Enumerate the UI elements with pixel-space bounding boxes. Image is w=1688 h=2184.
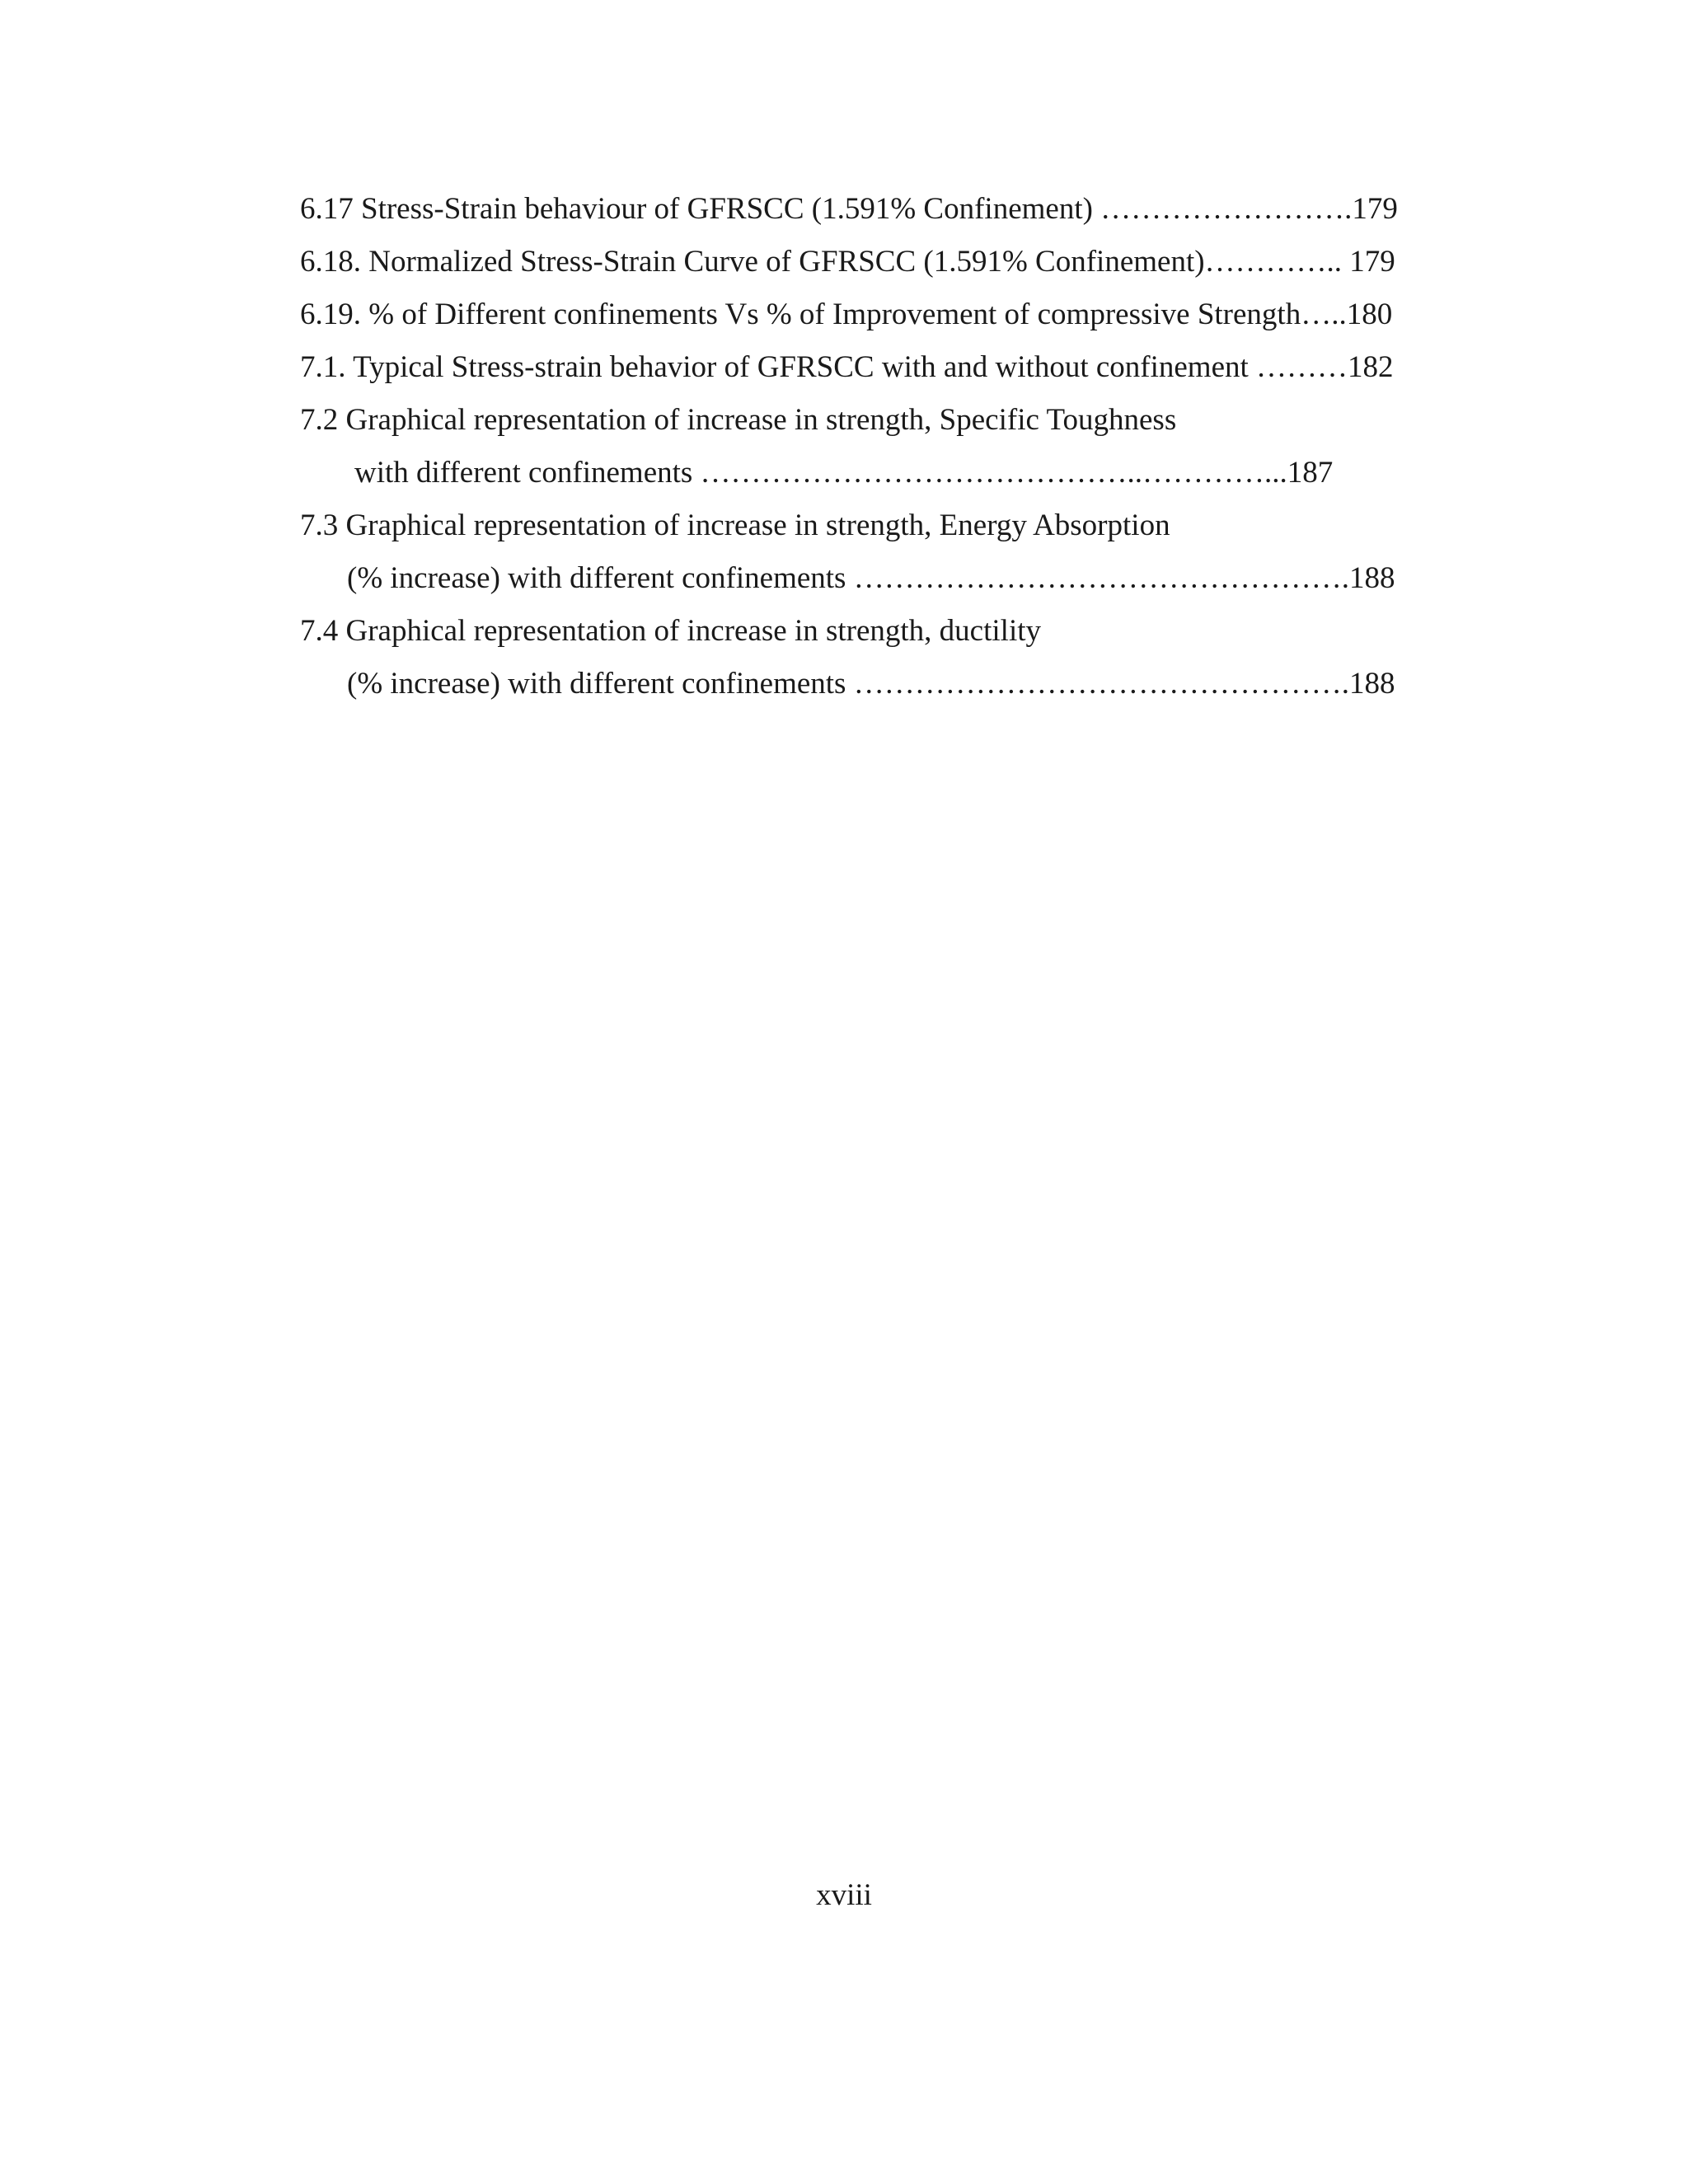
toc-entry-7-2-continued: with different confinements ……………………………………..…………...187 <box>354 456 1334 490</box>
list-of-figures <box>300 183 1404 710</box>
toc-entry-6-18: 6.18. Normalized Stress-Strain Curve of GFRSCC (1.591% Confinement)………….. 179 <box>300 245 1395 279</box>
toc-entry-6-19: 6.19. % of Different confinements Vs % of Improvement of compressive Strength…..180 <box>300 298 1393 331</box>
toc-entry-7-2: 7.2 Graphical representation of increase in strength, Specific Toughness <box>300 403 1177 437</box>
page-number: xviii <box>816 1878 872 1912</box>
toc-entry-6-17: 6.17 Stress-Strain behaviour of GFRSCC (1.591% Confinement) …………………….179 <box>300 192 1398 226</box>
toc-entry-7-3: 7.3 Graphical representation of increase in strength, Energy Absorption <box>300 509 1170 542</box>
toc-entry-7-3-continued: (% increase) with different confinements ………………………………………….188 <box>347 561 1395 595</box>
toc-entry-7-4-continued: (% increase) with different confinements ………………………………………….188 <box>347 667 1395 701</box>
toc-entry-7-1: 7.1. Typical Stress-strain behavior of GFRSCC with and without confinement ………182 <box>300 350 1394 384</box>
toc-entry-7-4: 7.4 Graphical representation of increase in strength, ductility <box>300 614 1042 648</box>
